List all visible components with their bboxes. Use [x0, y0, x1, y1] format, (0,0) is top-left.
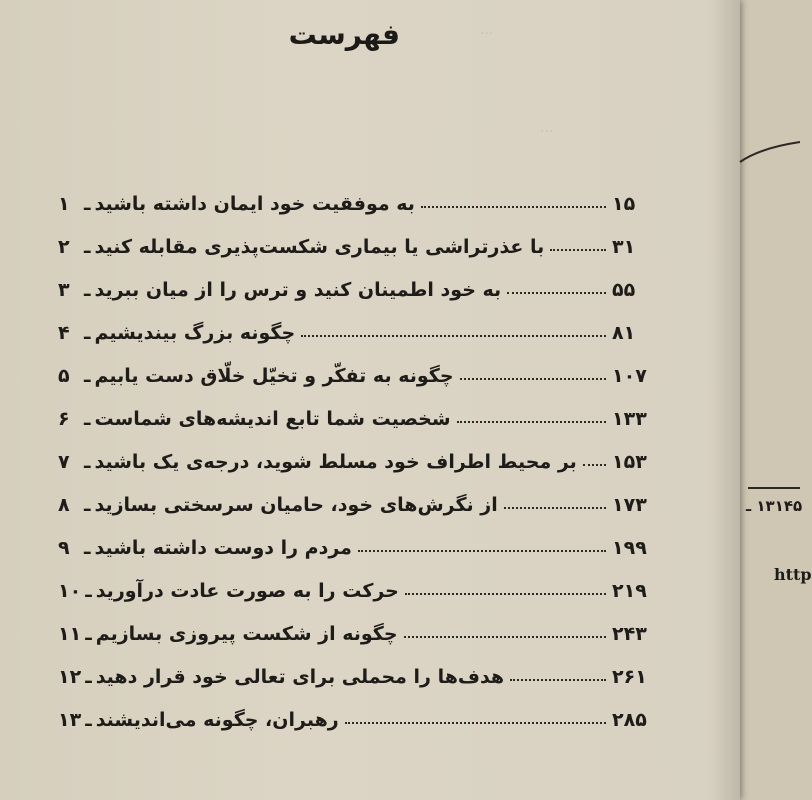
- dot-leader: [550, 249, 606, 251]
- toc-row: [58, 172, 666, 215]
- toc-row: [58, 344, 666, 387]
- toc-entry-title: حرکت را به صورت عادت درآورید: [95, 580, 399, 602]
- toc-dash: ـ: [84, 537, 91, 559]
- toc-row: [58, 430, 666, 473]
- page-title: فهرست: [288, 18, 400, 51]
- toc-dash: ـ: [85, 666, 92, 688]
- pen-stroke: [740, 130, 800, 170]
- toc-entry-number: ۳: [58, 279, 70, 301]
- toc-dash: ـ: [84, 451, 91, 473]
- dot-leader: [460, 378, 606, 380]
- toc-page-number: ۱۷۳: [612, 494, 647, 516]
- toc-entry-title: به موفقیت خود ایمان داشته باشید: [94, 193, 415, 215]
- toc-entry-number: ۹: [58, 537, 70, 559]
- table-of-contents: [58, 172, 666, 731]
- toc-entry-number: ۱۱: [58, 623, 82, 645]
- dot-leader: [301, 335, 606, 337]
- toc-row: [58, 645, 666, 688]
- toc-page-number: ۱۳۳: [612, 408, 647, 430]
- toc-page-number: ۳۱: [612, 236, 636, 258]
- toc-entry-title: چگونه از شکست پیروزی بسازیم: [95, 623, 398, 645]
- toc-row: [58, 258, 666, 301]
- toc-row: [58, 301, 666, 344]
- toc-dash: ـ: [84, 365, 91, 387]
- toc-page-number: ۵۵: [612, 279, 636, 301]
- toc-page-number: ۱۵۳: [612, 451, 647, 473]
- toc-entry-number: ۱۲: [58, 666, 82, 688]
- toc-entry-number: ۱۳: [58, 709, 82, 731]
- toc-page-number: ۲۱۹: [612, 580, 647, 602]
- toc-dash: ـ: [84, 236, 91, 258]
- toc-entry-number: ۴: [58, 322, 70, 344]
- dot-leader: [457, 421, 606, 423]
- toc-entry-number: ۵: [58, 365, 70, 387]
- toc-dash: ـ: [85, 709, 92, 731]
- toc-page-number: ۲۴۳: [612, 623, 647, 645]
- toc-row: [58, 602, 666, 645]
- toc-dash: ـ: [85, 623, 92, 645]
- right-page-number: ۱۳۱۴۵ ـ: [746, 497, 803, 515]
- dot-leader: [404, 636, 606, 638]
- dot-leader: [421, 206, 606, 208]
- dot-leader: [504, 507, 606, 509]
- toc-entry-title: هدف‌ها را محملی برای تعالی خود قرار دهید: [95, 666, 505, 688]
- toc-row: [58, 516, 666, 559]
- toc-dash: ـ: [85, 580, 92, 602]
- toc-row: [58, 473, 666, 516]
- toc-dash: ـ: [84, 193, 91, 215]
- toc-dash: ـ: [84, 408, 91, 430]
- right-page-url: http: [774, 565, 812, 584]
- toc-page-number: ۲۸۵: [612, 709, 647, 731]
- toc-dash: ـ: [84, 322, 91, 344]
- toc-entry-title: رهبران، چگونه می‌اندیشند: [95, 709, 339, 731]
- toc-page-number: ۸۱: [612, 322, 636, 344]
- toc-entry-title: شخصیت شما تابع اندیشه‌های شماست: [94, 408, 451, 430]
- toc-entry-title: مردم را دوست داشته باشید: [94, 537, 352, 559]
- dot-leader: [358, 550, 606, 552]
- toc-entry-number: ۱۰: [58, 580, 82, 602]
- toc-entry-number: ۶: [58, 408, 70, 430]
- dot-leader: [405, 593, 606, 595]
- toc-entry-number: ۸: [58, 494, 70, 516]
- toc-entry-title: با عذرتراشی یا بیماری شکست‌پذیری مقابله کنید: [94, 236, 545, 258]
- dot-leader: [510, 679, 606, 681]
- toc-row: [58, 559, 666, 602]
- toc-entry-title: چگونه به تفکّر و تخیّل خلّاق دست یابیم: [94, 365, 454, 387]
- toc-entry-title: چگونه بزرگ بیندیشیم: [94, 322, 296, 344]
- toc-row: [58, 387, 666, 430]
- toc-entry-title: به خود اطمینان کنید و ترس را از میان ببرید: [94, 279, 502, 301]
- toc-page-number: ۱۰۷: [612, 365, 647, 387]
- toc-row: [58, 215, 666, 258]
- bleed-through-text: ...: [480, 22, 494, 38]
- dot-leader: [345, 722, 606, 724]
- bleed-through-text: ...: [540, 120, 554, 136]
- dot-leader: [507, 292, 606, 294]
- toc-page-number: ۲۶۱: [612, 666, 647, 688]
- toc-row: [58, 688, 666, 731]
- toc-entry-number: ۲: [58, 236, 70, 258]
- toc-entry-number: ۷: [58, 451, 70, 473]
- toc-entry-number: ۱: [58, 193, 70, 215]
- divider-rule: [748, 487, 800, 489]
- toc-entry-title: از نگرش‌های خود، حامیان سرسختی بسازید: [94, 494, 498, 516]
- toc-entry-title: بر محیط اطراف خود مسلط شوید، درجه‌ی یک باشید: [94, 451, 577, 473]
- toc-dash: ـ: [84, 494, 91, 516]
- toc-page-number: ۱۵: [612, 193, 636, 215]
- toc-dash: ـ: [84, 279, 91, 301]
- toc-page-number: ۱۹۹: [612, 537, 647, 559]
- dot-leader: [583, 464, 606, 466]
